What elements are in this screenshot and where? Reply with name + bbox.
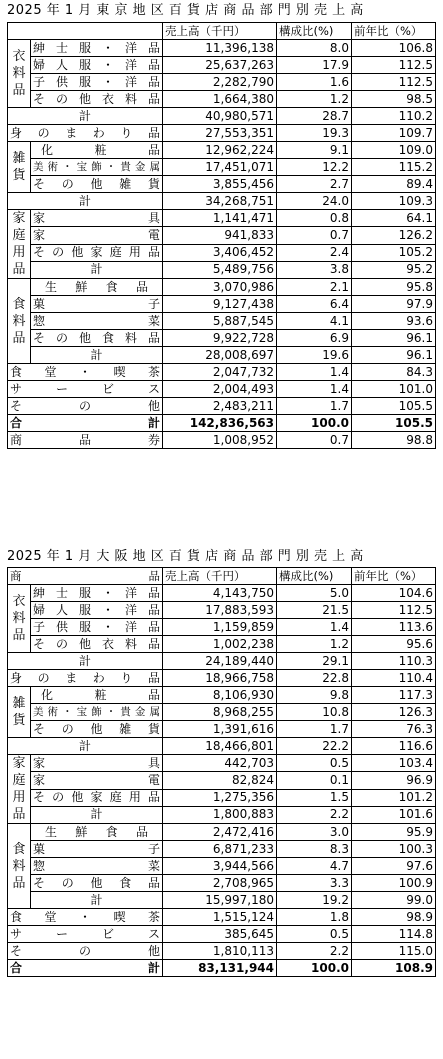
yoy-value: 114.8 (352, 926, 436, 943)
sales-value: 1,810,113 (163, 943, 277, 960)
ratio-value: 5.0 (277, 585, 352, 602)
subtotal-label: 計 (31, 892, 163, 909)
yoy-value: 98.8 (352, 432, 436, 449)
yoy-value: 95.8 (352, 279, 436, 296)
sales-value: 385,645 (163, 926, 277, 943)
sales-value: 17,451,071 (163, 159, 277, 176)
yoy-value: 96.9 (352, 772, 436, 789)
ratio-value: 1.4 (277, 619, 352, 636)
item-name: 紳士服・洋品 (33, 40, 160, 55)
yoy-value: 126.2 (352, 227, 436, 244)
sales-value: 2,472,416 (163, 824, 277, 841)
yoy-value: 98.5 (352, 91, 436, 108)
item-name: サービス (10, 381, 160, 396)
sales-value: 2,708,965 (163, 875, 277, 892)
yoy-value: 104.6 (352, 585, 436, 602)
sales-value: 9,127,438 (163, 296, 277, 313)
ratio-value: 19.3 (277, 125, 352, 142)
ratio-value: 0.1 (277, 772, 352, 789)
sales-value: 2,004,493 (163, 381, 277, 398)
item-name: その他衣料品 (33, 636, 160, 651)
item-name: 子供服・洋品 (33, 74, 160, 89)
table-row (8, 789, 436, 806)
sales-value: 1,008,952 (163, 432, 277, 449)
yoy-value: 101.2 (352, 789, 436, 806)
sales-value: 18,466,801 (163, 738, 277, 755)
table-row (8, 40, 436, 57)
table-row (8, 858, 436, 875)
subtotal-row (8, 108, 436, 125)
ratio-value: 1.2 (277, 636, 352, 653)
table-row (8, 142, 436, 159)
osaka-header-row (8, 568, 436, 585)
sales-value: 2,047,732 (163, 364, 277, 381)
yoy-value: 116.6 (352, 738, 436, 755)
yoy-value: 109.7 (352, 125, 436, 142)
sales-value: 1,002,238 (163, 636, 277, 653)
sales-value: 2,483,211 (163, 398, 277, 415)
sales-value: 11,396,138 (163, 40, 277, 57)
ratio-value: 9.8 (277, 687, 352, 704)
sales-value: 17,883,593 (163, 602, 277, 619)
ratio-value: 100.0 (277, 960, 352, 977)
sales-value: 3,406,452 (163, 244, 277, 261)
sales-value: 1,141,471 (163, 210, 277, 227)
yoy-value: 96.1 (352, 330, 436, 347)
sales-value: 1,275,356 (163, 789, 277, 806)
header-ratio: 構成比(%) (277, 568, 352, 585)
item-name: 菓子 (33, 841, 160, 856)
ratio-value: 0.5 (277, 926, 352, 943)
table-row (8, 670, 436, 687)
table-row (8, 364, 436, 381)
ratio-value: 100.0 (277, 415, 352, 432)
table-row (8, 398, 436, 415)
sales-value: 83,131,944 (163, 960, 277, 977)
table-row (8, 585, 436, 602)
item-name: 商品券 (10, 432, 160, 447)
item-name: 惣菜 (33, 313, 160, 328)
yoy-value: 110.2 (352, 108, 436, 125)
item-name: 身のまわり品 (10, 125, 160, 140)
total-row (8, 960, 436, 977)
subtotal-row (8, 738, 436, 755)
table-row (8, 824, 436, 841)
ratio-value: 17.9 (277, 57, 352, 74)
sales-value: 2,282,790 (163, 74, 277, 91)
table-row (8, 875, 436, 892)
yoy-value: 98.9 (352, 909, 436, 926)
yoy-value: 112.5 (352, 602, 436, 619)
subtotal-label: 計 (8, 653, 163, 670)
ratio-value: 0.8 (277, 210, 352, 227)
tokyo-title: 2025 年 1 月 東 京 地 区 百 貨 店 商 品 部 門 別 売 上 高 (7, 3, 364, 18)
subtotal-row (8, 193, 436, 210)
yoy-value: 113.6 (352, 619, 436, 636)
yoy-value: 95.6 (352, 636, 436, 653)
header-product: 商品 (10, 568, 160, 583)
ratio-value: 1.7 (277, 721, 352, 738)
yoy-value: 97.6 (352, 858, 436, 875)
sales-value: 3,070,986 (163, 279, 277, 296)
yoy-value: 105.5 (352, 415, 436, 432)
category-clothing: 衣 料 品 (8, 585, 31, 653)
table-row (8, 755, 436, 772)
osaka-title: 2025 年 1 月 大 阪 地 区 百 貨 店 商 品 部 門 別 売 上 高 (7, 549, 364, 564)
header-ratio: 構成比(%) (277, 23, 352, 40)
table-row (8, 227, 436, 244)
table-row (8, 244, 436, 261)
yoy-value: 112.5 (352, 57, 436, 74)
yoy-value: 105.2 (352, 244, 436, 261)
subtotal-label: 計 (31, 806, 163, 823)
sales-value: 9,922,728 (163, 330, 277, 347)
yoy-value: 84.3 (352, 364, 436, 381)
table-row (8, 909, 436, 926)
sales-value: 941,833 (163, 227, 277, 244)
item-name: 食堂・喫茶 (10, 364, 160, 379)
yoy-value: 112.5 (352, 74, 436, 91)
yoy-value: 95.2 (352, 261, 436, 278)
tokyo-header-row (8, 23, 436, 40)
yoy-value: 96.1 (352, 347, 436, 364)
sales-value: 24,189,440 (163, 653, 277, 670)
yoy-value: 115.2 (352, 159, 436, 176)
ratio-value: 24.0 (277, 193, 352, 210)
item-name: その他 (10, 398, 160, 413)
yoy-value: 93.6 (352, 313, 436, 330)
ratio-value: 4.1 (277, 313, 352, 330)
yoy-value: 105.5 (352, 398, 436, 415)
sales-value: 3,855,456 (163, 176, 277, 193)
table-row (8, 91, 436, 108)
item-name: サービス (10, 926, 160, 941)
ratio-value: 28.7 (277, 108, 352, 125)
yoy-value: 100.9 (352, 875, 436, 892)
item-name: 家電 (33, 227, 160, 242)
item-name: その他食品 (33, 875, 160, 890)
ratio-value: 4.7 (277, 858, 352, 875)
ratio-value: 2.2 (277, 806, 352, 823)
item-name: 菓子 (33, 296, 160, 311)
sales-value: 5,887,545 (163, 313, 277, 330)
sales-value: 8,968,255 (163, 704, 277, 721)
sales-value: 442,703 (163, 755, 277, 772)
item-name: 食堂・喫茶 (10, 909, 160, 924)
table-row (8, 636, 436, 653)
table-row (8, 619, 436, 636)
sales-value: 1,664,380 (163, 91, 277, 108)
yoy-value: 115.0 (352, 943, 436, 960)
table-row (8, 704, 436, 721)
subtotal-label: 計 (8, 108, 163, 125)
item-name: 子供服・洋品 (33, 619, 160, 634)
ratio-value: 3.8 (277, 261, 352, 278)
ratio-value: 6.4 (277, 296, 352, 313)
yoy-value: 76.3 (352, 721, 436, 738)
sales-value: 3,944,566 (163, 858, 277, 875)
ratio-value: 3.3 (277, 875, 352, 892)
table-row (8, 943, 436, 960)
category-household: 家 庭 用 品 (8, 755, 31, 824)
table-row (8, 772, 436, 789)
ratio-value: 1.5 (277, 789, 352, 806)
yoy-value: 106.8 (352, 40, 436, 57)
sales-value: 5,489,756 (163, 261, 277, 278)
item-name: 家電 (33, 772, 160, 787)
sales-value: 27,553,351 (163, 125, 277, 142)
subtotal-label: 計 (8, 193, 163, 210)
total-label: 合計 (10, 415, 160, 430)
table-row (8, 841, 436, 858)
table-row (8, 57, 436, 74)
table-row (8, 296, 436, 313)
table-row (8, 602, 436, 619)
yoy-value: 64.1 (352, 210, 436, 227)
item-name: その他雑貨 (33, 721, 160, 736)
yoy-value: 101.6 (352, 806, 436, 823)
ratio-value: 1.6 (277, 74, 352, 91)
yoy-value: 101.0 (352, 381, 436, 398)
category-household: 家 庭 用 品 (8, 210, 31, 279)
subtotal-label: 計 (31, 347, 163, 364)
table-row (8, 926, 436, 943)
header-blank (8, 23, 163, 40)
subtotal-row (8, 806, 436, 823)
ratio-value: 9.1 (277, 142, 352, 159)
sales-value: 40,980,571 (163, 108, 277, 125)
item-name: 化粧品 (41, 687, 160, 702)
table-row (8, 210, 436, 227)
sales-value: 1,515,124 (163, 909, 277, 926)
yoy-value: 108.9 (352, 960, 436, 977)
ratio-value: 3.0 (277, 824, 352, 841)
ratio-value: 0.5 (277, 755, 352, 772)
item-name: その他食料品 (33, 330, 160, 345)
sales-value: 28,008,697 (163, 347, 277, 364)
table-row (8, 381, 436, 398)
item-name: その他雑貨 (33, 176, 160, 191)
yoy-value: 126.3 (352, 704, 436, 721)
ratio-value: 1.8 (277, 909, 352, 926)
ratio-value: 19.2 (277, 892, 352, 909)
subtotal-row (8, 261, 436, 278)
table-row (8, 432, 436, 449)
yoy-value: 100.3 (352, 841, 436, 858)
item-name: 惣菜 (33, 858, 160, 873)
table-row (8, 279, 436, 296)
item-name: 婦人服・洋品 (33, 57, 160, 72)
sales-value: 82,824 (163, 772, 277, 789)
ratio-value: 1.2 (277, 91, 352, 108)
header-yoy: 前年比（%） (352, 23, 436, 40)
sales-value: 142,836,563 (163, 415, 277, 432)
yoy-value: 110.4 (352, 670, 436, 687)
sales-value: 6,871,233 (163, 841, 277, 858)
header-sales: 売上高（千円） (163, 23, 277, 40)
ratio-value: 22.8 (277, 670, 352, 687)
ratio-value: 8.0 (277, 40, 352, 57)
header-yoy: 前年比（%） (352, 568, 436, 585)
item-name: 生鮮食品 (45, 824, 148, 839)
item-name: 美術・宝飾・貴金属 (33, 160, 160, 173)
ratio-value: 6.9 (277, 330, 352, 347)
ratio-value: 0.7 (277, 227, 352, 244)
ratio-value: 10.8 (277, 704, 352, 721)
yoy-value: 103.4 (352, 755, 436, 772)
osaka-table (7, 567, 436, 977)
table-row (8, 74, 436, 91)
category-food: 食 料 品 (8, 824, 31, 909)
tokyo-table (7, 22, 436, 449)
item-name: 生鮮食品 (45, 279, 148, 294)
category-clothing: 衣 料 品 (8, 40, 31, 108)
ratio-value: 2.4 (277, 244, 352, 261)
yoy-value: 109.3 (352, 193, 436, 210)
sales-value: 12,962,224 (163, 142, 277, 159)
total-label: 合計 (10, 960, 160, 975)
yoy-value: 117.3 (352, 687, 436, 704)
yoy-value: 89.4 (352, 176, 436, 193)
subtotal-row (8, 347, 436, 364)
sales-value: 34,268,751 (163, 193, 277, 210)
table-row (8, 330, 436, 347)
header-sales: 売上高（千円） (163, 568, 277, 585)
ratio-value: 1.4 (277, 364, 352, 381)
ratio-value: 22.2 (277, 738, 352, 755)
table-row (8, 159, 436, 176)
yoy-value: 97.9 (352, 296, 436, 313)
sales-value: 18,966,758 (163, 670, 277, 687)
yoy-value: 109.0 (352, 142, 436, 159)
subtotal-label: 計 (31, 261, 163, 278)
ratio-value: 12.2 (277, 159, 352, 176)
category-sundries: 雑 貨 (8, 687, 31, 738)
ratio-value: 0.7 (277, 432, 352, 449)
item-name: 婦人服・洋品 (33, 602, 160, 617)
category-sundries: 雑 貨 (8, 142, 31, 193)
subtotal-row (8, 892, 436, 909)
sales-value: 25,637,263 (163, 57, 277, 74)
item-name: 家具 (33, 210, 160, 225)
item-name: 美術・宝飾・貴金属 (33, 705, 160, 718)
item-name: その他家庭用品 (33, 790, 160, 805)
item-name: 紳士服・洋品 (33, 585, 160, 600)
subtotal-row (8, 653, 436, 670)
ratio-value: 2.1 (277, 279, 352, 296)
item-name: 身のまわり品 (10, 670, 160, 685)
sales-value: 8,106,930 (163, 687, 277, 704)
ratio-value: 21.5 (277, 602, 352, 619)
item-name: その他家庭用品 (33, 245, 160, 260)
table-row (8, 313, 436, 330)
item-name: その他 (10, 943, 160, 958)
table-row (8, 721, 436, 738)
ratio-value: 1.4 (277, 381, 352, 398)
sales-value: 1,800,883 (163, 806, 277, 823)
yoy-value: 95.9 (352, 824, 436, 841)
item-name: 家具 (33, 755, 160, 770)
sales-value: 1,159,859 (163, 619, 277, 636)
total-row (8, 415, 436, 432)
ratio-value: 2.2 (277, 943, 352, 960)
table-row (8, 125, 436, 142)
table-row (8, 687, 436, 704)
sales-value: 15,997,180 (163, 892, 277, 909)
sales-value: 1,391,616 (163, 721, 277, 738)
yoy-value: 110.3 (352, 653, 436, 670)
table-row (8, 176, 436, 193)
subtotal-label: 計 (8, 738, 163, 755)
item-name: その他衣料品 (33, 91, 160, 106)
sales-value: 4,143,750 (163, 585, 277, 602)
ratio-value: 29.1 (277, 653, 352, 670)
ratio-value: 19.6 (277, 347, 352, 364)
ratio-value: 8.3 (277, 841, 352, 858)
category-food: 食 料 品 (8, 279, 31, 364)
ratio-value: 2.7 (277, 176, 352, 193)
item-name: 化粧品 (41, 142, 160, 157)
ratio-value: 1.7 (277, 398, 352, 415)
yoy-value: 99.0 (352, 892, 436, 909)
